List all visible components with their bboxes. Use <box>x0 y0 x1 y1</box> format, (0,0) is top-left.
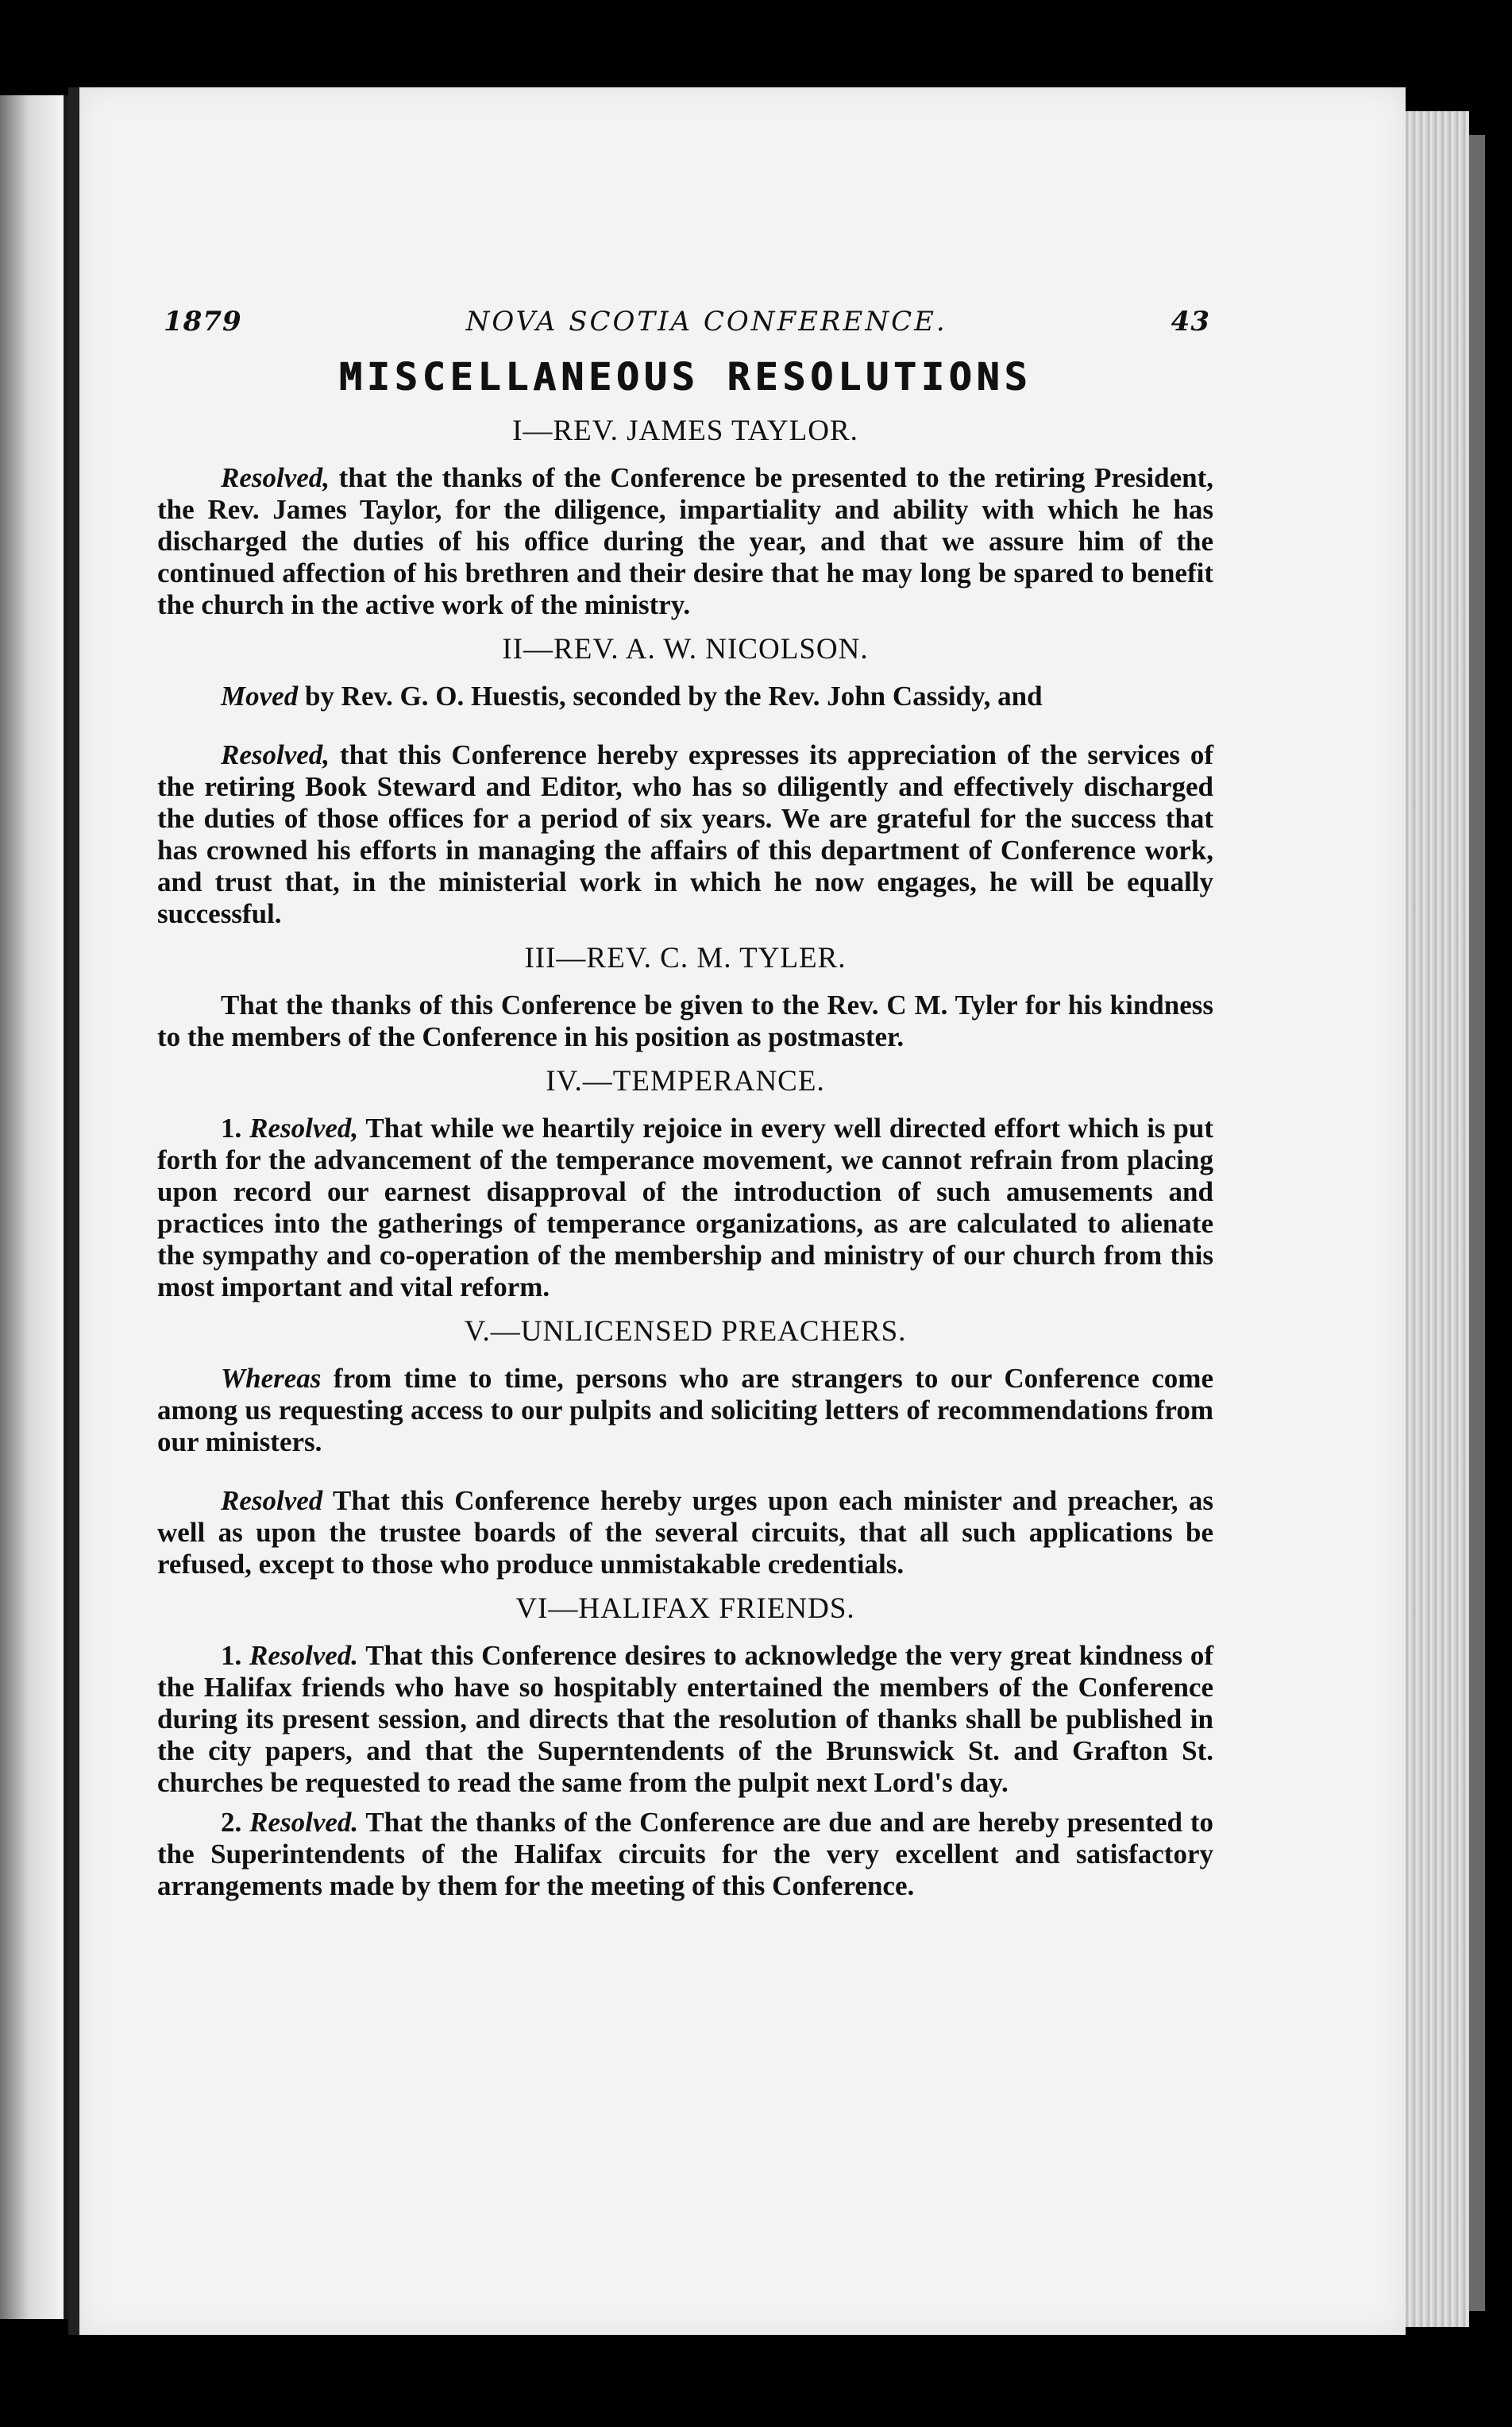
paragraph-text: That this Conference desires to acknowledge the very great kindness of the Halifax friends who have so hospitably entertained the members of the Conference during its present session, and directs that the resolution of thanks shall be published in the city papers, and that the Superntendents of the Brunswick St. and Grafton St. churches be requested to read the same from the pulpit next Lord's day. <box>157 1640 1214 1798</box>
paragraph-lead: Resolved, <box>221 462 330 493</box>
resolution-paragraph <box>157 1807 1213 1902</box>
page-title: MISCELLANEOUS RESOLUTIONS <box>338 355 1032 399</box>
paragraph-text: That the thanks of the Conference are due and are hereby presented to the Superintendents of the Halifax circuits for the very excellent and satisfactory arrangements made by them for the meeting of this Conference. <box>157 1807 1213 1901</box>
paragraph-lead: Moved <box>221 681 299 712</box>
section-heading: IV.—TEMPERANCE. <box>546 1065 825 1098</box>
paragraph-lead: Resolved, <box>221 739 330 770</box>
motion-paragraph <box>157 681 1213 712</box>
paragraph-text: That while we heartily rejoice in every well directed effort which is put forth for the advancement of the temperance movement, we cannot refrain from placing upon record our earnest disapproval of the introduction of such amusements and practices into the gatherings of temperance organizations, as are calculated to alienate the sympathy and co-operation of the membership and ministry of our church from this most important and vital reform. <box>157 1113 1213 1302</box>
resolution-paragraph <box>157 990 1213 1053</box>
page-stack-shadow <box>1469 135 1485 2311</box>
running-head-title: NOVA SCOTIA CONFERENCE. <box>465 306 947 338</box>
paragraph-text: that the thanks of the Conference be presented to the retiring President, the Rev. James Taylor, for the diligence, impartiality and ability with which he has discharged the duties of his office during the year, and that we assure him of the continued affection of his brethren and their desire that he may long be spared to benefit the church in the active work of the ministry. <box>157 462 1213 620</box>
resolution-paragraph <box>157 1640 1213 1799</box>
facing-page-edge <box>0 95 68 2319</box>
paragraph-lead: Resolved <box>221 1485 323 1516</box>
page-number: 43 <box>1171 306 1210 338</box>
running-head <box>157 306 1213 338</box>
section-heading: I—REV. JAMES TAYLOR. <box>512 415 858 447</box>
paragraph-text: by Rev. G. O. Huestis, seconded by the Rev. John Cassidy, and <box>298 681 1043 712</box>
paragraph-lead: Resolved. <box>249 1640 359 1671</box>
paragraph-text: from time to time, persons who are strangers to our Conference come among us requesting access to our pulpits and soliciting letters of recommendations from our ministers. <box>157 1363 1213 1457</box>
resolution-paragraph <box>157 462 1213 621</box>
resolution-paragraph <box>157 739 1213 930</box>
paragraph-text: that this Conference hereby expresses its appreciation of the services of the retiring Book Steward and Editor, who has so diligently and effectively discharged the duties of those offices for a period of six years. We are grateful for the success that has crowned his efforts in managing the affairs of this department of Conference work, and trust that, in the ministerial work in which he now engages, he will be equally successful. <box>157 739 1213 929</box>
section-heading: II—REV. A. W. NICOLSON. <box>502 633 869 666</box>
paragraph-lead: Resolved. <box>249 1807 359 1838</box>
section-heading: VI—HALIFAX FRIENDS. <box>515 1592 855 1625</box>
page-content <box>157 306 1213 1910</box>
whereas-paragraph <box>157 1363 1213 1458</box>
section-heading: III—REV. C. M. TYLER. <box>524 942 847 974</box>
section-heading: V.—UNLICENSED PREACHERS. <box>464 1315 907 1348</box>
resolution-paragraph <box>157 1113 1213 1303</box>
running-head-year: 1879 <box>164 306 242 338</box>
paragraph-lead: Resolved, <box>249 1113 359 1144</box>
paragraph-text: That the thanks of this Conference be given to the Rev. C M. Tyler for his kindness to the members of the Conference in his position as postmaster. <box>157 990 1213 1052</box>
paragraph-lead: Whereas <box>221 1363 322 1394</box>
paragraph-number: 1. <box>221 1640 250 1671</box>
paragraph-number: 1. <box>221 1113 250 1144</box>
paragraph-number: 2. <box>221 1807 250 1838</box>
resolution-paragraph <box>157 1485 1213 1580</box>
page-stack-edge <box>1398 111 1469 2327</box>
paragraph-text: That this Conference hereby urges upon each minister and preacher, as well as upon the trustee boards of the several circuits, that all such applications be refused, except to those who produce unmistakable credentials. <box>157 1485 1213 1580</box>
